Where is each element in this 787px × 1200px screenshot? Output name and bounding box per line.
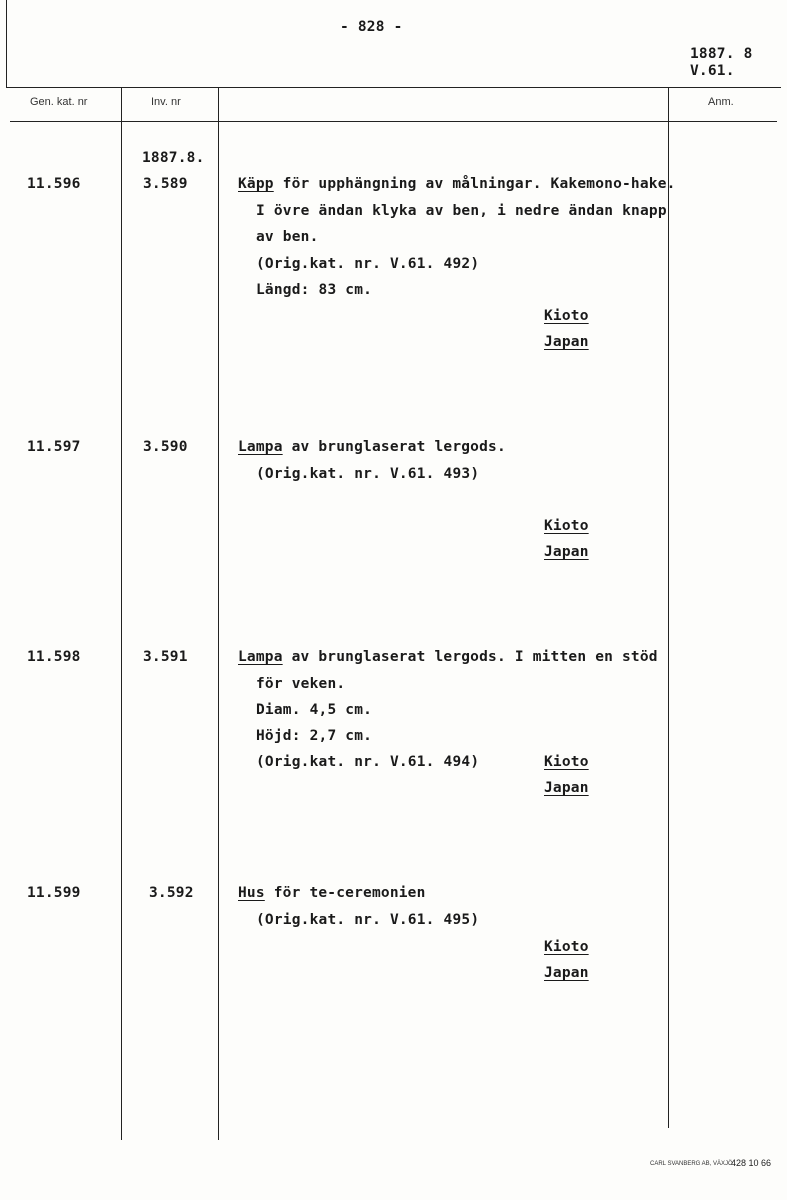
measurement: Längd: 83 cm.: [256, 282, 373, 298]
gen-kat-number: 11.597: [27, 439, 81, 455]
place-label: Kioto: [544, 518, 589, 534]
description-line: I övre ändan klyka av ben, i nedre ändan knapp: [256, 203, 667, 219]
inv-number: 3.591: [143, 649, 188, 665]
catalog-reference: (Orig.kat. nr. V.61. 492): [256, 256, 480, 272]
country-label: Japan: [544, 334, 589, 350]
entry-first-line: [238, 649, 658, 665]
description-text: av brunglaserat lergods. I mitten en stöd: [282, 649, 658, 665]
inv-year: 1887.8.: [142, 150, 205, 166]
entry-first-line: [238, 176, 676, 192]
date-reference-line2: V.61.: [690, 63, 735, 79]
date-reference-line1: 1887. 8: [690, 46, 753, 62]
object-name: Käpp: [238, 176, 274, 192]
object-name: Lampa: [238, 439, 283, 455]
column-rule-2: [218, 88, 219, 1140]
gen-kat-number: 11.599: [27, 885, 81, 901]
inv-number: 3.592: [149, 885, 194, 901]
column-rule-1: [121, 88, 122, 1140]
inv-number: 3.589: [143, 176, 188, 192]
catalog-reference: (Orig.kat. nr. V.61. 495): [256, 912, 480, 928]
header-bottom-rule: [10, 121, 777, 122]
left-margin-rule: [6, 0, 7, 88]
country-label: Japan: [544, 780, 589, 796]
header-top-rule: [6, 87, 781, 88]
country-label: Japan: [544, 965, 589, 981]
gen-kat-number: 11.596: [27, 176, 81, 192]
gen-kat-number: 11.598: [27, 649, 81, 665]
header-gen-kat-nr: Gen. kat. nr: [30, 96, 88, 108]
description-line: för veken.: [256, 676, 346, 692]
header-inv-nr: Inv. nr: [151, 96, 181, 108]
description-text: av brunglaserat lergods.: [282, 439, 506, 455]
header-anm: Anm.: [708, 96, 734, 108]
object-name: Hus: [238, 885, 265, 901]
column-rule-3: [668, 88, 669, 1128]
description-text: för te-ceremonien: [264, 885, 426, 901]
place-label: Kioto: [544, 308, 589, 324]
place-label: Kioto: [544, 939, 589, 955]
description-text: för upphängning av målningar. Kakemono-hake.: [273, 176, 676, 192]
form-number: 428 10 66: [731, 1158, 772, 1168]
entry-first-line: [238, 439, 506, 455]
measurement: Diam. 4,5 cm.: [256, 702, 373, 718]
catalog-reference: (Orig.kat. nr. V.61. 493): [256, 466, 480, 482]
object-name: Lampa: [238, 649, 283, 665]
catalog-reference: (Orig.kat. nr. V.61. 494): [256, 754, 480, 770]
description-line: av ben.: [256, 229, 319, 245]
inv-number: 3.590: [143, 439, 188, 455]
country-label: Japan: [544, 544, 589, 560]
entry-first-line: [238, 885, 426, 901]
page-number: - 828 -: [340, 19, 403, 35]
printer-imprint: CARL SVANBERG AB, VÄXJÖ: [650, 1161, 733, 1167]
place-label: Kioto: [544, 754, 589, 770]
measurement: Höjd: 2,7 cm.: [256, 728, 373, 744]
